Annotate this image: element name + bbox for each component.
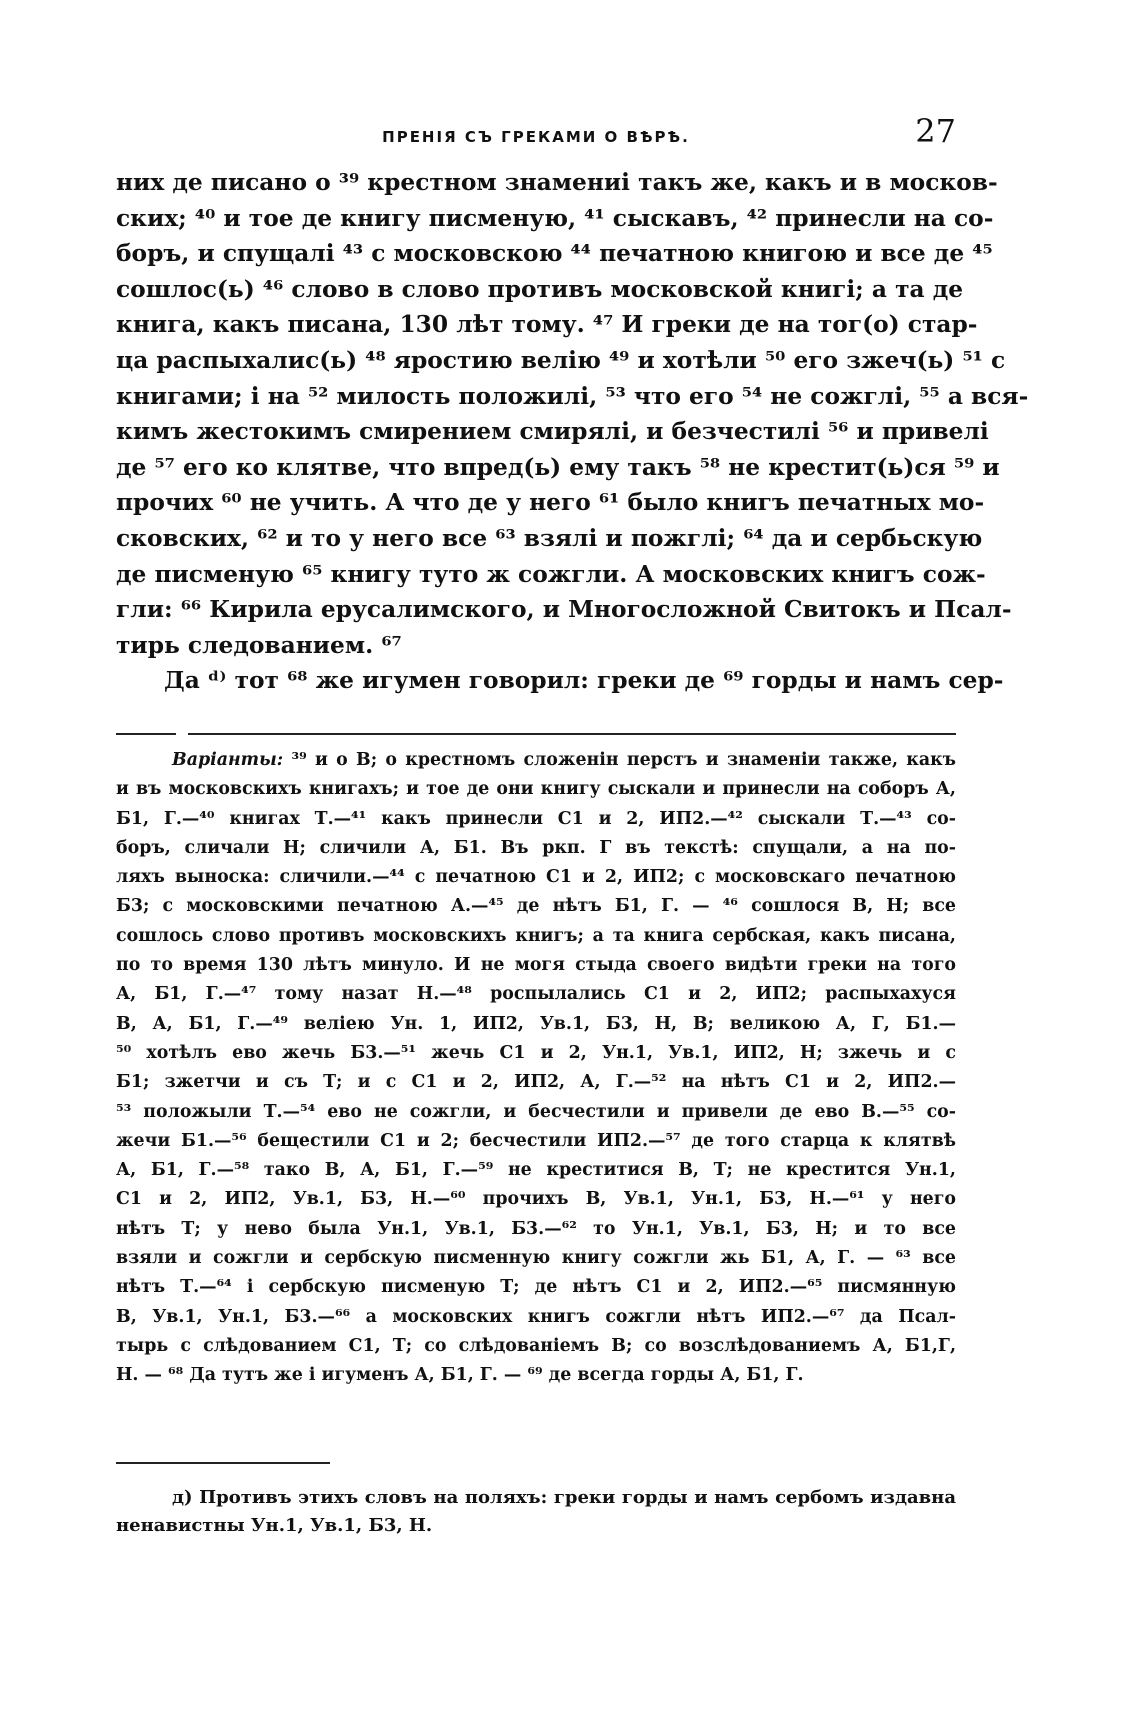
- text-line: ских; ⁴⁰ и тое де книгу писменую, ⁴¹ сыскавъ, ⁴² принесли на со-: [116, 204, 994, 232]
- text-line: книга, какъ писана, 130 лѣт тому. ⁴⁷ И греки де на тог(о) стар-: [116, 311, 978, 339]
- variants-text: ³⁹ и о В; о крестномъ сложенін перстъ и знаменіи также, какъ: [291, 750, 956, 770]
- footnote-line: ненавистны Ун.1, Ув.1, Б3, Н.: [116, 1515, 433, 1536]
- text-line: гли: ⁶⁶ Кирила ерусалимского, и Многосложной Свитокъ и Псал-: [116, 596, 1012, 624]
- variant-line: Б3; с московскими печатною А.—⁴⁵ де нѣтъ Б1, Г. — ⁴⁶ сошлося В, Н; все: [116, 896, 956, 917]
- rule-segment: [116, 733, 176, 735]
- main-text: [116, 165, 1029, 699]
- variant-line: А, Б1, Г.—⁴⁷ тому назат Н.—⁴⁸ роспылались С1 и 2, ИП2; распыхахуся: [116, 984, 956, 1005]
- variant-line: тырь с слѣдованием С1, Т; со слѣдованіемъ В; со возслѣдованиемъ А, Б1,Г,: [116, 1335, 956, 1356]
- running-head: [116, 112, 956, 164]
- variant-line: В, А, Б1, Г.—⁴⁹ веліею Ун. 1, ИП2, Ув.1, Б3, Н, В; великою А, Г, Б1.—: [116, 1013, 956, 1034]
- text-line: ца распыхалис(ь) ⁴⁸ яростию велію ⁴⁹ и хотѣли ⁵⁰ его зжеч(ь) ⁵¹ с: [116, 346, 1006, 374]
- variant-line: боръ, сличали Н; сличили А, Б1. Въ ркп. Г въ текстѣ: спущали, а на по-: [116, 837, 956, 858]
- variant-line: С1 и 2, ИП2, Ув.1, Б3, Н.—⁶⁰ прочихъ В, Ув.1, Ун.1, Б3, Н.—⁶¹ у него: [116, 1189, 956, 1210]
- variant-line: сошлось слово противъ московскихъ книгъ; а та книга сербская, какъ писана,: [116, 925, 956, 946]
- text-line: кимъ жестокимъ смирением смирялі, и безчестилі ⁵⁶ и привелі: [116, 418, 989, 446]
- variant-line: А, Б1, Г.—⁵⁸ тако В, А, Б1, Г.—⁵⁹ не креститися В, Т; не крестится Ун.1,: [116, 1160, 956, 1181]
- variant-line: ⁵⁰ хотѣлъ ево жечь Б3.—⁵¹ жечь С1 и 2, Ун.1, Ув.1, ИП2, Н; зжечь и с: [116, 1042, 956, 1063]
- text-line: них де писано о ³⁹ крестном знамениі такъ же, какъ и в москов-: [116, 169, 998, 196]
- running-title: ПРЕНІЯ СЪ ГРЕКАМИ О ВѢРѢ.: [382, 128, 690, 146]
- variant-line: В, Ув.1, Ун.1, Б3.—⁶⁶ а московских книгъ сожгли нѣтъ ИП2.—⁶⁷ да Псал-: [116, 1306, 956, 1327]
- footnote-rule: [116, 1462, 330, 1464]
- rule-segment: [188, 733, 956, 735]
- variant-line: нѣтъ Т; у нево была Ун.1, Ув.1, Б3.—⁶² то Ун.1, Ув.1, Б3, Н; и то все: [116, 1218, 956, 1239]
- variant-line: по то время 130 лѣтъ минуло. И не могя стыда своего видѣти греки на того: [116, 955, 956, 976]
- variants-label: Варіанты:: [172, 750, 284, 770]
- variant-line: Б1, Г.—⁴⁰ книгах Т.—⁴¹ какъ принесли С1 и 2, ИП2.—⁴² сыскали Т.—⁴³ со-: [116, 808, 956, 829]
- text-line: прочих ⁶⁰ не учить. А что де у него ⁶¹ было книгъ печатных мо-: [116, 489, 985, 517]
- text-line: де ⁵⁷ его ко клятве, что впред(ь) ему такъ ⁵⁸ не крестит(ь)ся ⁵⁹ и: [116, 453, 1000, 481]
- variant-line: Н. — ⁶⁸ Да тутъ же і игуменъ А, Б1, Г. — ⁶⁹ де всегда горды А, Б1, Г.: [116, 1365, 804, 1386]
- variant-line: ⁵³ положыли Т.—⁵⁴ ево не сожгли, и бесчестили и привели де ево В.—⁵⁵ со-: [116, 1101, 956, 1122]
- variant-line: взяли и сожгли и сербскую писменную книгу сожгли жь Б1, А, Г. — ⁶³ все: [116, 1248, 956, 1269]
- text-line: де писменую ⁶⁵ книгу туто ж сожгли. А московских книгъ сож-: [116, 560, 986, 588]
- text-line: сошлос(ь) ⁴⁶ слово в слово противъ московской книгі; а та де: [116, 275, 964, 303]
- page-number: 27: [915, 112, 956, 150]
- footnote-line: д) Противъ этихъ словъ на поляхъ: греки горды и намъ сербомъ издавна: [172, 1487, 956, 1508]
- text-line: сковских, ⁶² и то у него все ⁶³ взялі и пожглі; ⁶⁴ да и сербьскую: [116, 524, 983, 552]
- text-line: тирь следованием. ⁶⁷: [116, 631, 402, 659]
- variant-line: и въ московскихъ книгахъ; и тое де они книгу сыскали и принесли на соборъ А,: [116, 779, 956, 800]
- variant-line: нѣтъ Т.—⁶⁴ і сербскую писменую Т; де нѣтъ С1 и 2, ИП2.—⁶⁵ писмянную: [116, 1277, 956, 1298]
- paragraph-line: Да ᵈ⁾ тот ⁶⁸ же игумен говорил: греки де ⁶⁹ горды и намъ сер-: [164, 667, 1004, 695]
- variant-line: жечи Б1.—⁵⁶ бещестили С1 и 2; бесчестили ИП2.—⁵⁷ де того старца к клятвѣ: [116, 1130, 956, 1151]
- text-line: боръ, и спущалі ⁴³ с московскою ⁴⁴ печатною книгою и все де ⁴⁵: [116, 240, 993, 268]
- variant-line: ляхъ выноска: сличили.—⁴⁴ с печатною С1 и 2, ИП2; с московскаго печатною: [116, 867, 956, 888]
- text-line: книгами; і на ⁵² милость положилі, ⁵³ что его ⁵⁴ не сожглі, ⁵⁵ а вся-: [116, 382, 1029, 410]
- variants-first-line: [116, 746, 956, 775]
- footnote: [116, 1484, 956, 1540]
- variant-line: Б1; зжетчи и съ Т; и с С1 и 2, ИП2, А, Г.—⁵² на нѣтъ С1 и 2, ИП2.—: [116, 1072, 956, 1093]
- variants-apparatus: [116, 746, 956, 1391]
